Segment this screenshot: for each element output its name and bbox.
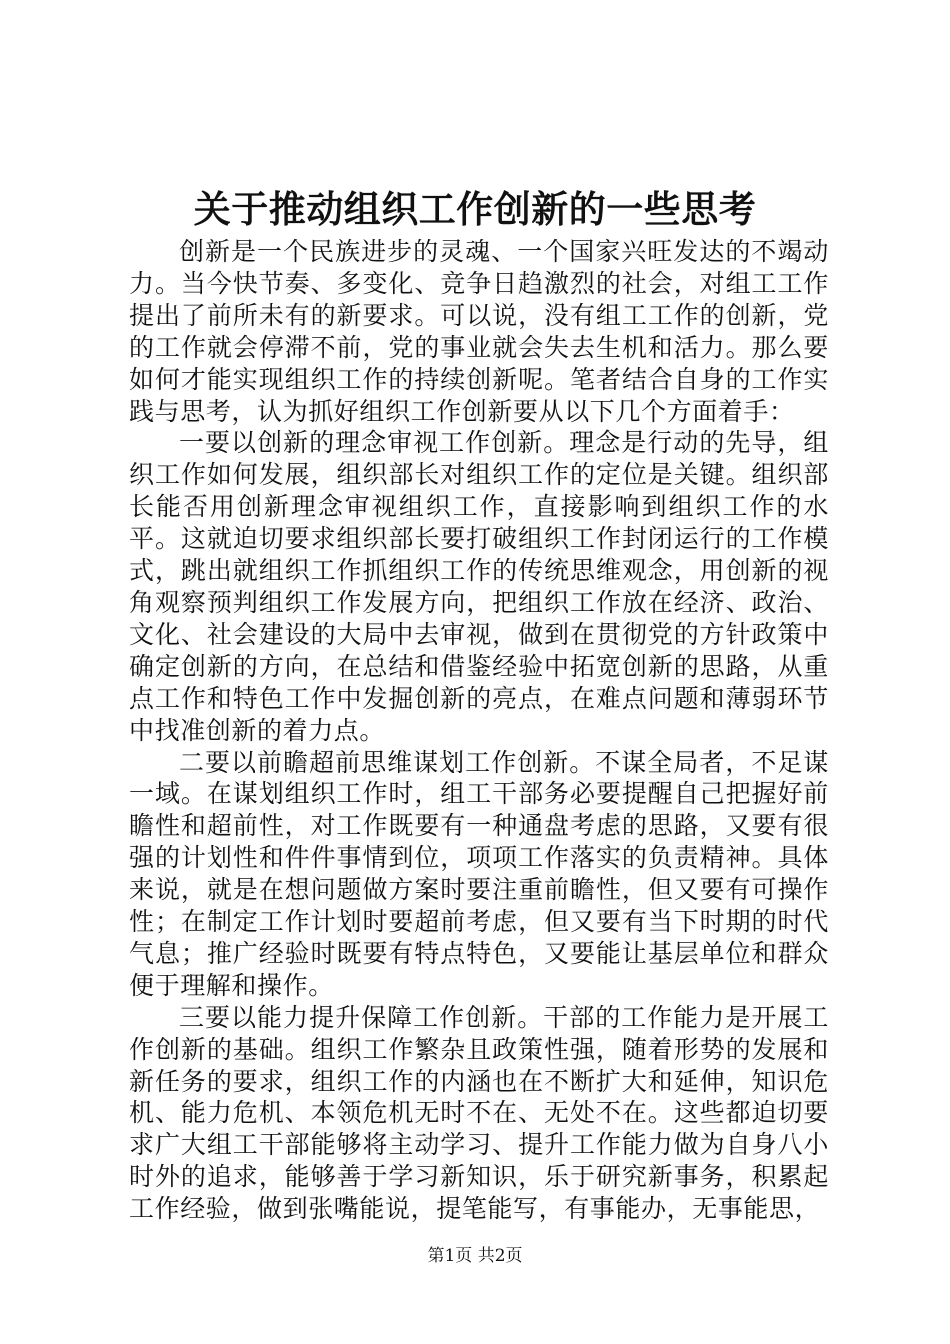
page-number-footer: 第1页 共2页 [427,1246,523,1266]
body-paragraph-intro: 创新是一个民族进步的灵魂、一个国家兴旺发达的不竭动力。当今快节奏、多变化、竞争日趋激烈的社会，对组工工作提出了前所未有的新要求。可以说，没有组工工作的创新，党的工作就会停滞不前，党的事业就会失去生机和活力。那么要如何才能实现组织工作的持续创新呢。笔者结合自身的工作实践与思考，认为抓好组织工作创新要从以下几个方面着手： [129,237,829,426]
document-body [129,236,829,1225]
document-title: 关于推动组织工作创新的一些思考 [193,187,757,231]
body-paragraph-point-2: 二要以前瞻超前思维谋划工作创新。不谋全局者，不足谋一域。在谋划组织工作时，组工干部务必要提醒自己把握好前瞻性和超前性，对工作既要有一种通盘考虑的思路，又要有很强的计划性和件件事情到位，项项工作落实的负责精神。具体来说，就是在想问题做方案时要注重前瞻性，但又要有可操作性；在制定工作计划时要超前考虑，但又要有当下时期的时代气息；推广经验时既要有特点特色，又要能让基层单位和群众便于理解和操作。 [129,747,829,1000]
body-paragraph-point-1: 一要以创新的理念审视工作创新。理念是行动的先导，组织工作如何发展，组织部长对组织工作的定位是关键。组织部长能否用创新理念审视组织工作，直接影响到组织工作的水平。这就迫切要求组织部长要打破组织工作封闭运行的工作模式，跳出就组织工作抓组织工作的传统思维观念，用创新的视角观察预判组织工作发展方向，把组织工作放在经济、政治、文化、社会建设的大局中去审视，做到在贯彻党的方针政策中确定创新的方向，在总结和借鉴经验中拓宽创新的思路，从重点工作和特色工作中发掘创新的亮点，在难点问题和薄弱环节中找准创新的着力点。 [129,428,829,745]
body-paragraph-point-3: 三要以能力提升保障工作创新。干部的工作能力是开展工作创新的基础。组织工作繁杂且政策性强，随着形势的发展和新任务的要求，组织工作的内涵也在不断扩大和延伸，知识危机、能力危机、本领危机无时不在、无处不在。这些都迫切要求广大组工干部能够将主动学习、提升工作能力做为自身八小时外的追求，能够善于学习新知识，乐于研究新事务，积累起工作经验，做到张嘴能说，提笔能写，有事能办，无事能思， [129,1002,829,1224]
